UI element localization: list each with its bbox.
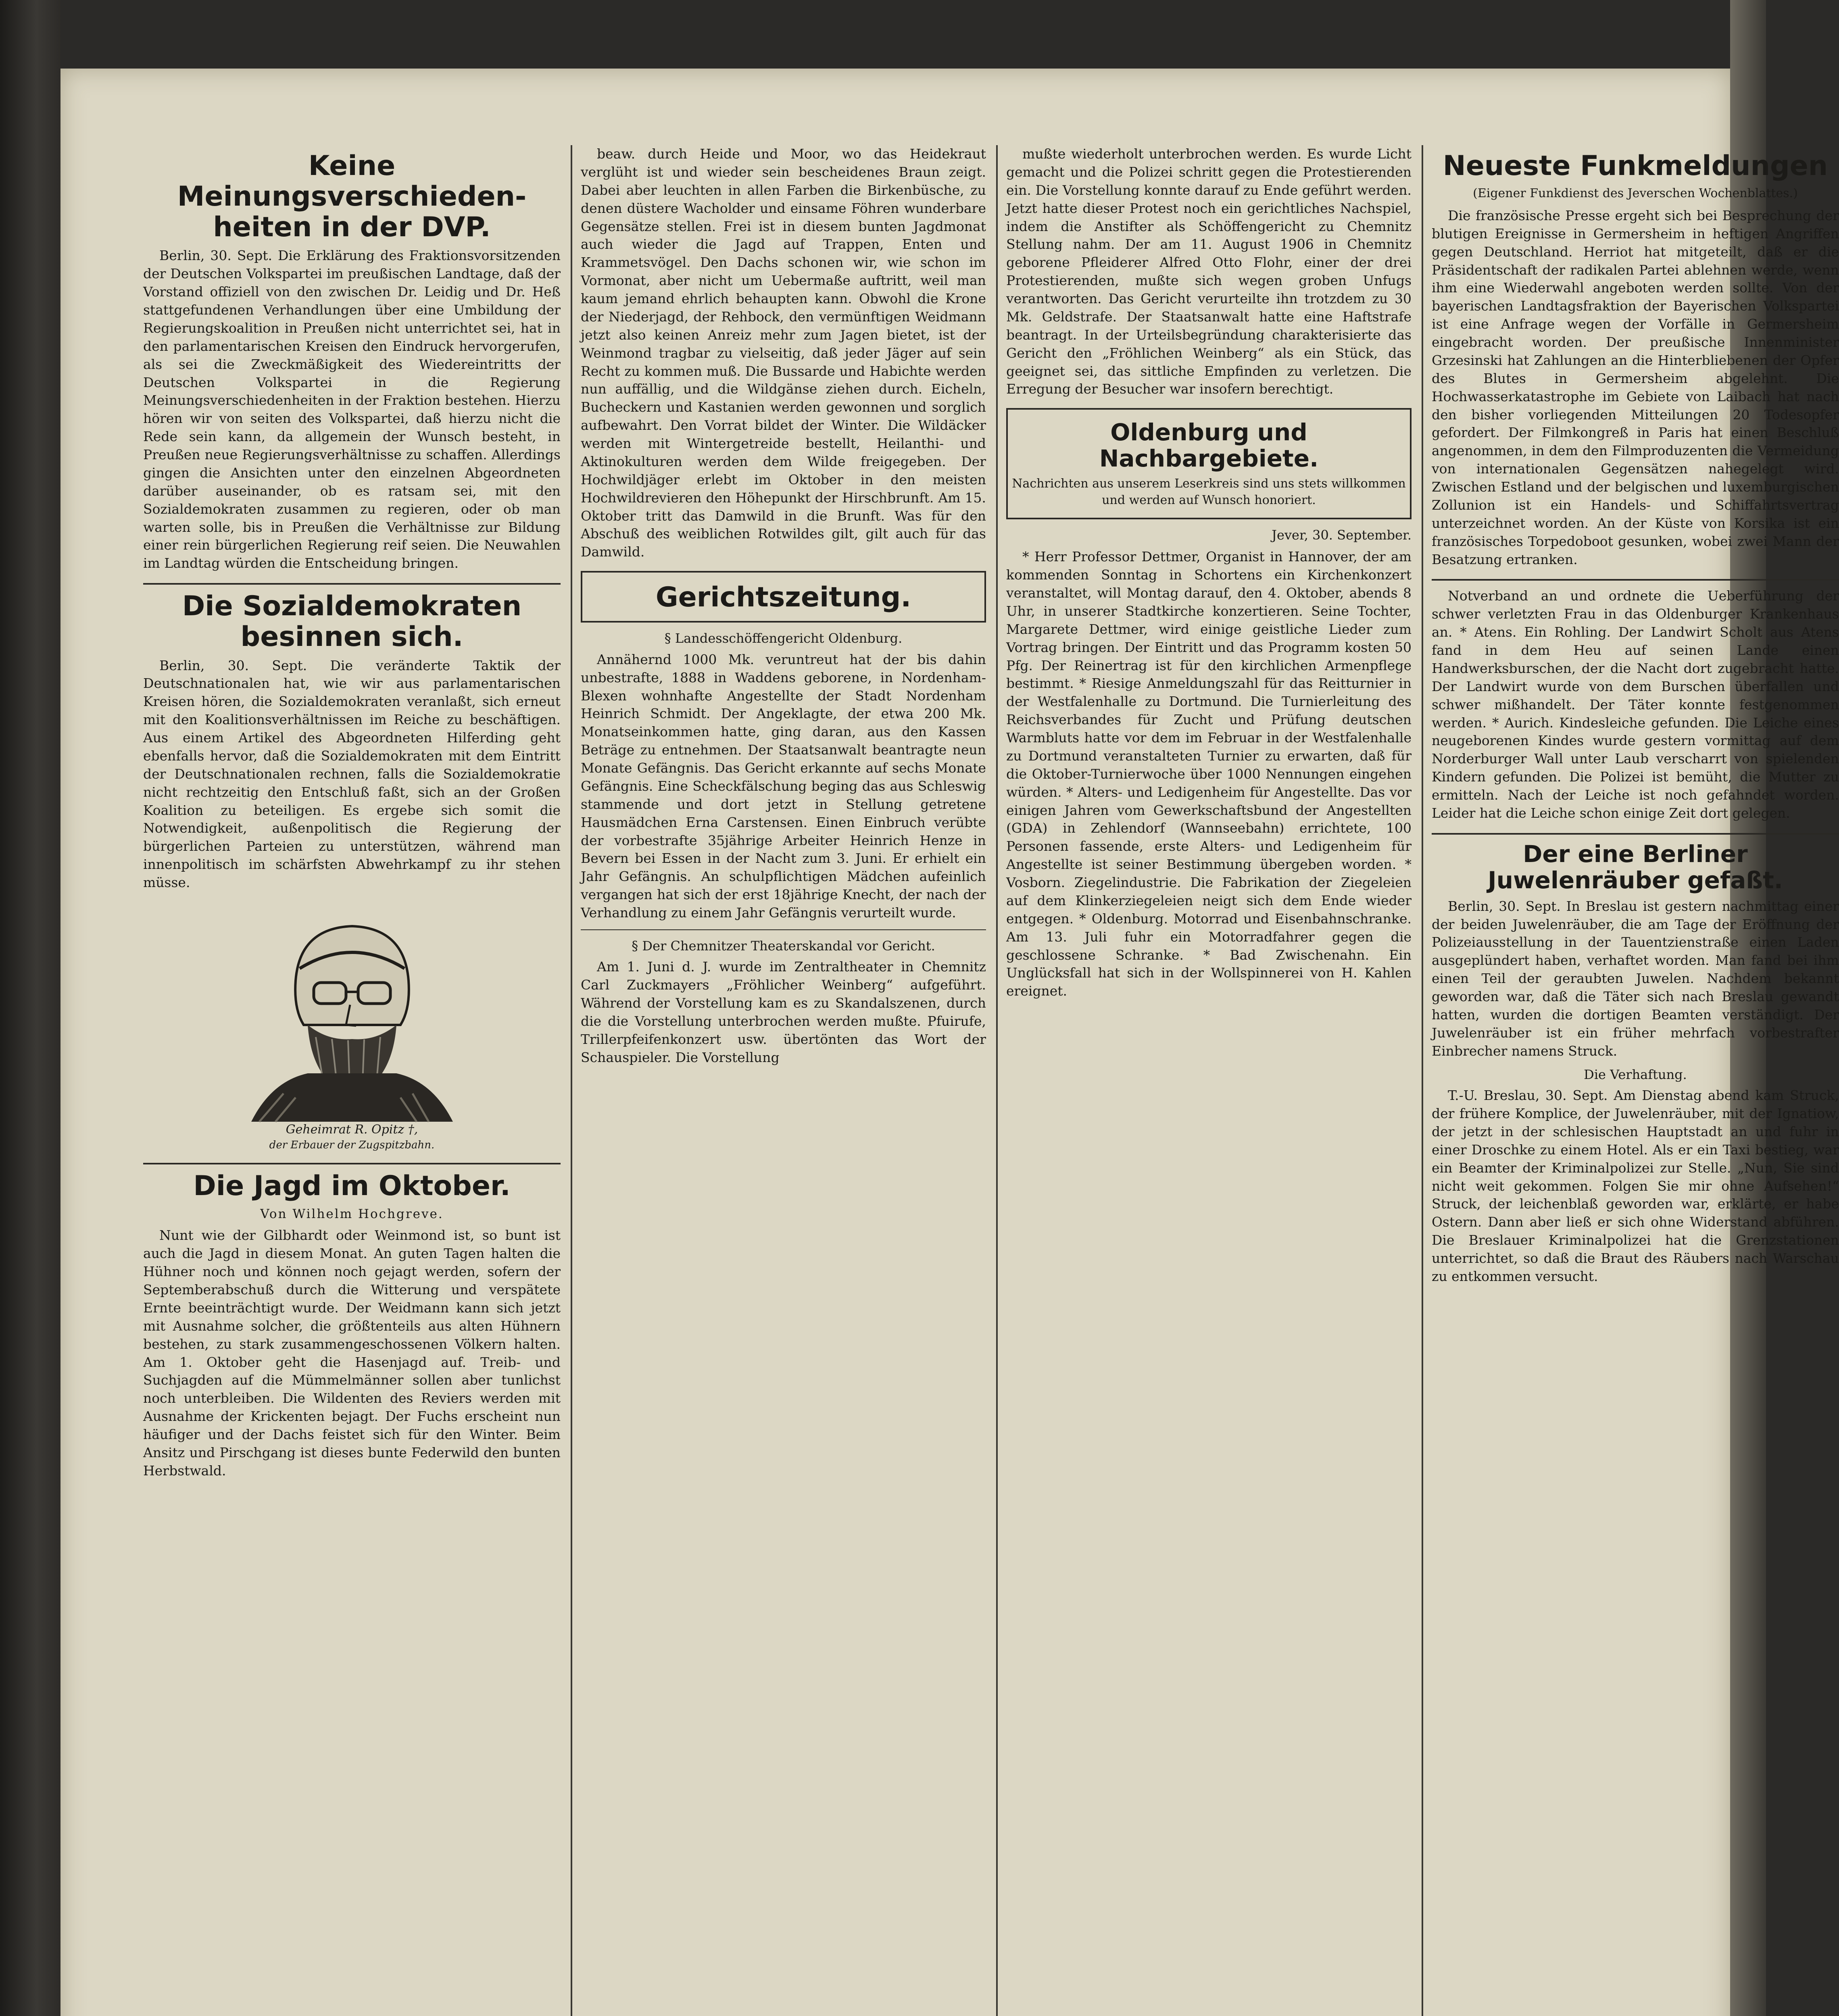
column-1 — [143, 145, 561, 1483]
divider — [581, 929, 986, 930]
headline-funkmeldungen: Neueste Funkmeldungen — [1443, 150, 1828, 182]
article-sozialdemokraten: Berlin, 30. Sept. Die veränderte Taktik der Deutschnationalen hat, wie wir aus parlamentarischen Kreisen hören, die Sozialdemokraten veranlaßt, sich erneut mit den Koalitionsverhältnissen im Reiche zu beschäftigen. Aus einem Artikel des Abgeordneten Hilferding geht ebenfalls hervor, daß die Sozialdemokraten mit dem Eintritt der Deutschnationalen rechnen, falls die Sozialdemokratie nicht rechtzeitig den Entschluß faßt, sich an der Großen Koalition zu beteiligen. Es ergebe sich somit die Notwendigkeit, außenpolitisch die Regierung der bürgerlichen Parteien zu unterstützen, während man innenpolitisch im schärfsten Abwehrkampf zu ihr stehen müsse. — [143, 657, 561, 891]
article-theater: Am 1. Juni d. J. wurde im Zentraltheater in Chemnitz Carl Zuckmayers „Fröhlicher Weinberg“ aufgeführt. Während der Vorstellung kam es zu Skandalszenen, durch die die Vorstellung unterbrochen werden mußte. Pfuirufe, Trillerpfeifenkonzert usw. übertönten das Wort der Schauspieler. Die Vorstellung — [581, 959, 986, 1065]
byline: Von Wilhelm Hochgreve. — [260, 1207, 444, 1222]
headline-sozialdemokraten: Die Sozialdemokraten besinnen sich. — [182, 590, 522, 653]
headline-gerichtszeitung: Gerichtszeitung. — [655, 581, 911, 614]
section-subheading: Die Verhaftung. — [1584, 1066, 1687, 1082]
portrait-subcaption: der Erbauer der Zugspitzbahn. — [269, 1139, 435, 1151]
column-2 — [581, 145, 986, 1069]
portrait-caption: Geheimrat R. Opitz †, — [286, 1122, 418, 1137]
section-subline: (Eigener Funkdienst des Jeverschen Wochenblattes.) — [1473, 186, 1798, 201]
column-rule — [1422, 145, 1423, 2016]
article-funk: Die französische Presse ergeht sich bei Besprechung der blutigen Ereignisse in Germersheim in heftigen Angriffen gegen Deutschland. Herriot hat mitgeteilt, daß er die Präsidentschaft der radikalen Partei ablehnen werde, wenn ihm eine Wiederwahl angeboten werden sollte. Von der bayerischen Landtagsfraktion der Bayerischen Volkspartei ist eine Anfrage wegen der Vorfälle in Germersheim eingebracht worden. Der preußische Innenminister Grzesinski hat Zahlungen an die Hinterbliebenen der Opfer des Blutes in Germersheim abgelehnt. Die Hochwasserkatastrophe im Gebiete von Laibach hat nach den bisher vorliegenden Mitteilungen 20 Todesopfer gefordert. Der Filmkongreß in Paris hat einen Beschluß angenommen, in dem den Filmproduzenten die Vermeidung von internationalen Gegensätzen nahegelegt wird. Zwischen Estland und der belgischen und luxemburgischen Zollunion ist ein Handels- und Schiffahrtsvertrag unterzeichnet worden. An der Küste von Korsika ist ein französisches Torpedoboot gesunken, wobei zwei Mann der Besatzung ertranken. — [1432, 207, 1839, 567]
article-jagd: Nunt wie der Gilbhardt oder Weinmond ist, so bunt ist auch die Jagd in diesem Monat. An guten Tagen halten die Hühner noch und können noch gejagt werden, sofern der Septemberabschuß durch die Witterung und verspätete Ernte beeinträchtigt wurde. Der Weidmann kann sich jetzt mit Ausnahme solcher, die größtenteils aus alten Hühnern bestehen, zu stark zusammengeschossenen Völkern halten. Am 1. Oktober geht die Hasenjagd auf. Treib- und Suchjagden auf die Mümmelmänner sollen aber tunlichst noch unterbleiben. Die Wildenten des Reviers werden mit Ausnahme der Krickenten bejagt. Der Fuchs erscheint nun häufiger und der Dachs feistet sich für den Winter. Beim Ansitz und Pirschgang ist dieses bunte Federwild den bunten Herbstwald. — [143, 1227, 561, 1479]
divider — [1432, 833, 1839, 835]
article-verhaftung: T.-U. Breslau, 30. Sept. Am Dienstag abend kam Struck, der frühere Komplice, der Juwelenräuber, mit der Ignatiow, der jetzt in der schlesischen Hauptstadt an und fuhr in einer Droschke zu einem Hotel. Als er ein Taxi bestieg, war ein Beamter der Kriminalpolizei zur Stelle. „Nun, Sie sind nicht weit gekommen. Folgen Sie mir ohne Aufsehen!“ Struck, der leichenblaß geworden war, erklärte, er habe Ostern. Dann aber ließ er sich ohne Widerstand abführen. Die Breslauer Kriminalpolizei hat die Grenzstationen unterrichtet, so daß die Braut des Räubers nach Warschau zu entkommen versucht. — [1432, 1087, 1839, 1284]
newspaper-page — [60, 69, 1839, 2016]
section-subheading: § Der Chemnitzer Theaterskandal vor Gericht. — [632, 938, 935, 954]
column-rule — [571, 145, 572, 2016]
article-local-2: Notverband an und ordnete die Ueberführung der schwer verletzten Frau in das Oldenburger Krankenhaus an. * Atens. Ein Rohling. Der Landwirt Scholt aus Atens fand in dem Heu auf seinen Lande einen Handwerksburschen, der die Nacht dort zugebracht hatte. Der Landwirt wurde von dem Burschen überfallen und schwer mißhandelt. Der Täter konnte festgenommen werden. * Aurich. Kindesleiche gefunden. Die Leiche eines neugeborenen Kindes wurde gestern vormittag auf dem Norderburger Wall unter Laub verscharrt von spielenden Kindern gefunden. Die Polizei ist bemüht, die Mutter zu ermitteln. Nach der Leiche ist noch gefahndet worden. Leider hat die Leiche schon einige Zeit dort gelegen. — [1432, 588, 1839, 821]
section-subheading: § Landesschöffengericht Oldenburg. — [664, 631, 903, 646]
headline-jagd: Die Jagd im Oktober. — [193, 1170, 511, 1202]
headline-dvp: Keine Meinungsverschieden-heiten in der DVP. — [177, 150, 527, 244]
article-local: * Herr Professor Dettmer, Organist in Hannover, der am kommenden Sonntag in Schortens ein Kirchenkonzert veranstaltet, will Montag darauf, den 4. Oktober, abends 8 Uhr, in unserer Stadtkirche konzertieren. Seine Tochter, Margarete Dettmer, wird einige geistliche Lieder zum Vortrag bringen. Der Eintritt und das Programm kosten 50 Pfg. Der Reinertrag ist für den kirchlichen Armenpflege bestimmt. * Riesige Anmeldungszahl für das Reitturnier in der Westfalenhalle zu Dortmund. Die Turnierleitung des Reichsverbandes für Zucht und Prüfung deutschen Warmbluts hatte vor dem im Februar in der Westfalenhalle zu Dortmund veranstalteten Turnier zu erwarten, daß für die Oktober-Turnierwoche über 1000 Nennungen eingehen würden. * Alters- und Ledigenheim für Angestellte. Das vor einigen Jahren vom Gewerkschaftsbund der Angestellten (GDA) in Zehlendorf (Wannseebahn) errichtete, 100 Personen fassende, erste Alters- und Ledigenheim für Angestellte ist seiner Bestimmung übergeben worden. * Vosborn. Ziegelindustrie. Die Fabrikation der Ziegeleien auf dem Klinkerziegeleien neigt sich dem Ende wieder entgegen. * Oldenburg. Motorrad und Eisenbahnschranke. Am 13. Juli fuhr ein Motorradfahrer gegen die geschlossene Schranke. * Bad Zwischenahn. Ein Unglücksfall hat sich in der Wollspinnerei von H. Kahlen ereignet. — [1006, 549, 1412, 999]
article-court: Annähernd 1000 Mk. veruntreut hat der bis dahin unbestrafte, 1888 in Waddens geborene, in Nordenham-Blexen wohnhafte Angestellte der Stadt Nordenham Heinrich Schmidt. Der Angeklagte, der etwa 200 Mk. Monatseinkommen hatte, ging daran, aus den Kassen Beträge zu entnehmen. Der Staatsanwalt beantragte neun Monate Gefängnis. Das Gericht erkannte auf sechs Monate Gefängnis. Eine Scheckfälschung beging das aus Schleswig stammende und dort jetzt in Stellung getretene Hausmädchen Erna Carstensen. Einen Einbruch verübte der vorbestrafte 35jährige Arbeiter Heinrich Henze in Bevern bei Essen in der Nacht zum 3. Juni. Er erhielt ein Jahr Gefängnis. An schulpflichtigen Mädchen aufeinlich vergangen hat sich der erst 18jährige Knecht, der nach der Verhandlung zu einem Jahr Gefängnis verurteilt wurde. — [581, 651, 986, 921]
headline-oldenburg: Oldenburg und Nachbargebiete. — [1099, 419, 1319, 473]
section-header-box — [1006, 408, 1412, 519]
portrait-illustration — [143, 904, 561, 1152]
dateline: Jever, 30. September. — [1272, 527, 1412, 543]
column-rule — [996, 145, 998, 2016]
article-theater-continued: mußte wiederholt unterbrochen werden. Es wurde Licht gemacht und die Polizei schritt gegen die Protestierenden ein. Die Vorstellung konnte darauf zu Ende geführt werden. Jetzt hatte dieser Protest noch ein gerichtliches Nachspiel, indem die Anstifter als Schöffengericht zu Chemnitz Stellung nahm. Der am 11. August 1906 in Chemnitz geborene Pfleiderer Alfred Otto Flohr, einer der drei Protestierenden, mußte sich wegen groben Unfugs verantworten. Das Gericht verurteilte ihn trotzdem zu 30 Mk. Geldstrafe. Der Staatsanwalt hatte eine Haftstrafe beantragt. In der Urteilsbegründung charakterisierte das Gericht den „Fröhlichen Weinberg“ als ein Stück, das geeignet sei, das sittliche Empfinden zu verletzen. Die Erregung der Besucher war insofern berechtigt. — [1006, 146, 1412, 397]
column-4 — [1432, 145, 1839, 1288]
section-header-box — [581, 571, 986, 623]
divider — [143, 583, 561, 585]
portrait-drawing — [227, 904, 477, 1122]
headline-juwelenraeuber: Der eine Berliner Juwelenräuber gefaßt. — [1488, 840, 1783, 894]
article-dvp: Berlin, 30. Sept. Die Erklärung des Fraktionsvorsitzenden der Deutschen Volkspartei im preußischen Landtage, daß der Vorstand offiziell von den zwischen Dr. Leidig und Dr. Heß stattgefundenen Verhandlungen über eine Umbildung der Regierungskoalition in Preußen nicht unterrichtet sei, hat in den parlamentarischen Kreisen den Eindruck hervorgerufen, als sei die Zweckmäßigkeit des Wiedereintritts der Deutschen Volkspartei in die Regierung Meinungsverschiedenheiten in der Fraktion bestehen. Hierzu hören wir von seiten des Volkspartei, daß hierzu nicht die Rede sein kann, da allgemein der Wunsch besteht, in Preußen neue Regierungsverhältnisse zu schaffen. Allerdings gingen die Ansichten unter den einzelnen Abgeordneten darüber auseinander, ob es ratsam sei, mit den Sozialdemokraten zusammen zu regieren, oder ob man warten solle, bis in Preußen die Verhältnisse zur Bildung einer rein bürgerlichen Regierung reif seien. Die Neuwahlen im Landtag würden die Entscheidung bringen. — [143, 248, 561, 571]
divider — [1432, 579, 1839, 581]
book-binding — [0, 0, 60, 2016]
column-3 — [1006, 145, 1412, 1003]
divider — [143, 1163, 561, 1164]
section-subline: Nachrichten aus unserem Leserkreis sind uns stets willkommen und werden auf Wunsch honoriert. — [1012, 477, 1406, 507]
article-juwelen: Berlin, 30. Sept. In Breslau ist gestern nachmittag einer der beiden Juwelenräuber, die am Tage der Eröffnung der Polizeiausstellung in der Tauentzienstraße einen Laden ausgeplündert haben, verhaftet worden. Man fand bei ihm einen Teil der geraubten Juwelen. Nachdem bekannt geworden war, daß die Täter sich nach Breslau gewandt hatten, wurden die dortigen Beamten verständigt. Der Juwelenräuber ist ein früher mehrfach vorbestrafter Einbrecher namens Struck. — [1432, 898, 1839, 1059]
article-jagd-continued: beaw. durch Heide und Moor, wo das Heidekraut verglüht ist und wieder sein bescheidenes Braun zeigt. Dabei aber leuchten in allen Farben die Birkenbüsche, zu denen düstere Wacholder und einsame Föhren wunderbare Gegensätze stellen. Frei ist in diesem bunten Jagdmonat auch wieder die Jagd auf Trappen, Enten und Krammetsvögel. Den Dachs schonen wir, wie schon im Vormonat, aber nicht um Uebermaße auftritt, weil man kaum jemand ehrlich behaupten kann. Obwohl die Krone der Niederjagd, der Rehbock, den vermünftigen Weidmann jetzt also keinen Anreiz mehr zum Jagen bietet, ist der Weinmond tragbar zu vielseitig, daß jeder Jäger auf sein Recht zu kommen muß. Die Bussarde und Habichte werden nun auffällig, und die Wildgänse ziehen durch. Eicheln, Bucheckern und Kastanien werden gewonnen und sorglich aufbewahrt. Den Vorrat bildet der Winter. Die Wildäcker werden mit Wintergetreide bestellt, Heilanthi- und Aktinokulturen werden dem Wilde freigegeben. Der Hochwildjäger erlebt im Oktober in den meisten Hochwildrevieren den Höhepunkt der Hirschbrunft. Am 15. Oktober tritt das Damwild in die Brunft. Was für den Abschuß des weiblichen Rotwildes gilt, gilt auch für das Damwild. — [581, 146, 986, 560]
